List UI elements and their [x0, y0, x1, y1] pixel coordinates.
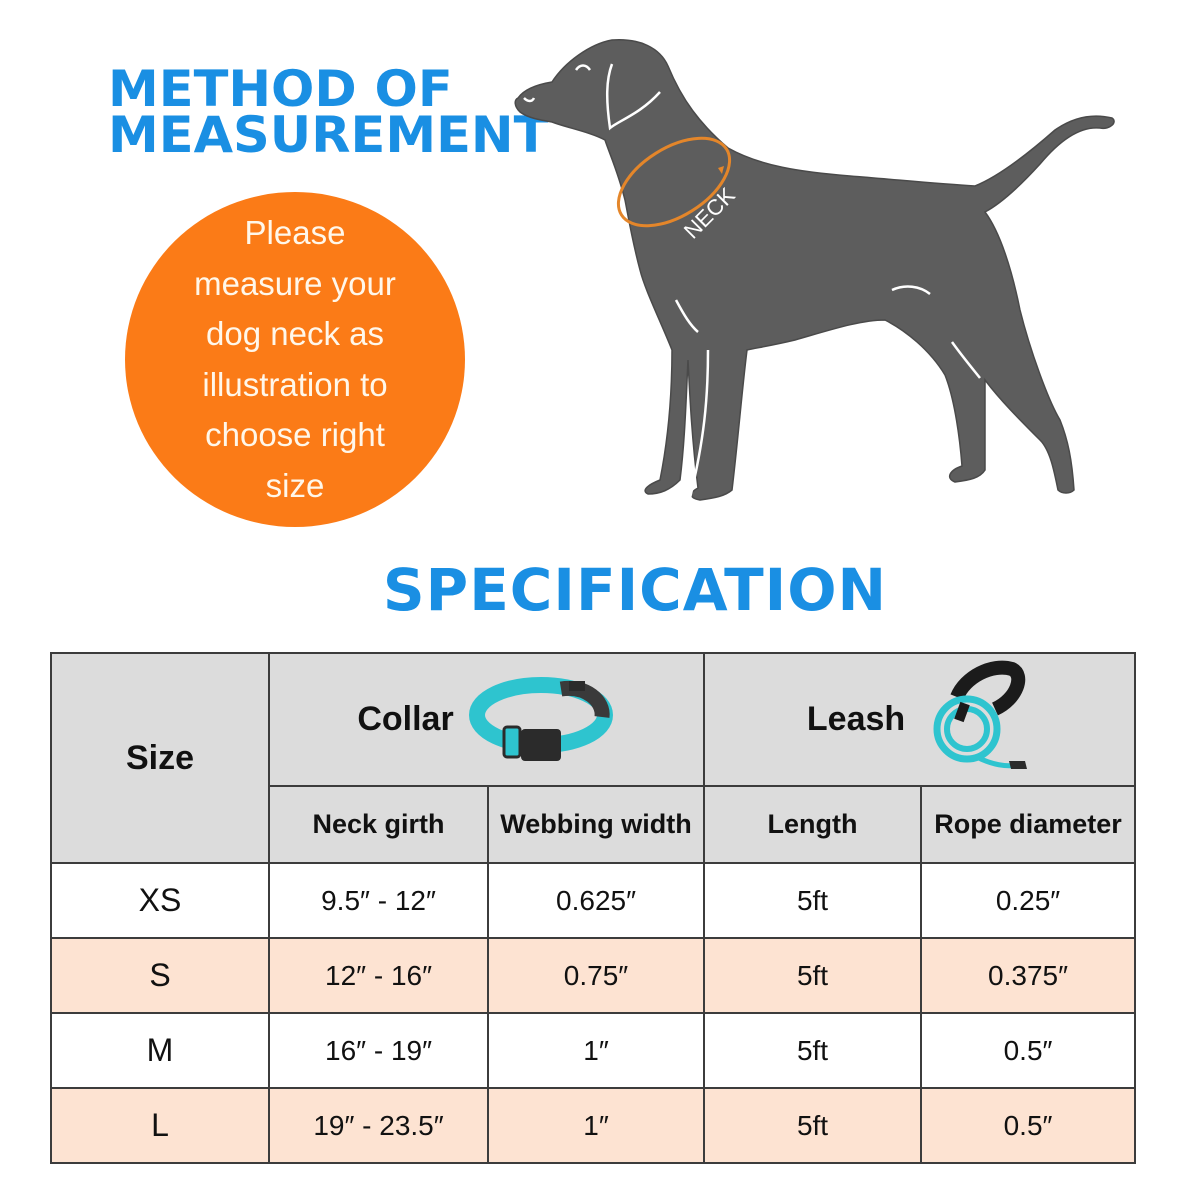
title-line-1: METHOD OF	[108, 60, 453, 118]
size-cell: XS	[51, 863, 269, 938]
length-cell: 5ft	[704, 938, 921, 1013]
length-cell: 5ft	[704, 1088, 921, 1163]
size-cell: L	[51, 1088, 269, 1163]
rope-diameter-cell: 0.375″	[921, 938, 1135, 1013]
table-row-s	[51, 938, 1135, 1013]
collar-icon	[466, 667, 616, 772]
size-header-label: Size	[125, 738, 195, 777]
instruction-line: illustration to	[202, 365, 388, 403]
method-of-measurement-title	[108, 60, 549, 164]
neck-girth-cell: 12″ - 16″	[269, 938, 488, 1013]
table-row-xs	[51, 863, 1135, 938]
rope-diameter-cell: 0.5″	[921, 1088, 1135, 1163]
size-header	[51, 653, 269, 863]
dog-silhouette-illustration	[500, 30, 1140, 520]
webbing-width-cell: 0.625″	[488, 863, 704, 938]
rope-diameter-header: Rope diameter	[921, 786, 1135, 863]
neck-girth-cell: 9.5″ - 12″	[269, 863, 488, 938]
instruction-circle	[125, 192, 465, 527]
instruction-line: size	[265, 466, 325, 504]
leash-label: Leash	[806, 700, 906, 738]
collar-label: Collar	[357, 700, 454, 738]
size-cell: M	[51, 1013, 269, 1088]
webbing-width-cell: 1″	[488, 1013, 704, 1088]
title-line-2: MEASUREMENT	[108, 106, 549, 164]
length-cell: 5ft	[704, 863, 921, 938]
size-cell: S	[51, 938, 269, 1013]
instruction-line: dog neck as	[206, 315, 384, 352]
neck-label: NECK	[678, 182, 740, 244]
neck-girth-cell: 19″ - 23.5″	[269, 1088, 488, 1163]
neck-girth-header: Neck girth	[269, 786, 488, 863]
length-header: Length	[704, 786, 921, 863]
rope-diameter-cell: 0.5″	[921, 1013, 1135, 1088]
size-specification-table	[50, 652, 1136, 1164]
length-cell: 5ft	[704, 1013, 921, 1088]
rope-diameter-cell: 0.25″	[921, 863, 1135, 938]
instruction-line: choose right	[205, 416, 385, 453]
webbing-width-cell: 1″	[488, 1088, 704, 1163]
collar-group-header	[269, 653, 704, 786]
neck-girth-cell: 16″ - 19″	[269, 1013, 488, 1088]
table-row-m	[51, 1013, 1135, 1088]
leash-group-header	[704, 653, 1135, 786]
instruction-line: measure your	[194, 264, 396, 302]
table-row-l	[51, 1088, 1135, 1163]
instruction-line: Please	[244, 214, 346, 251]
dog-icon	[515, 40, 1114, 500]
webbing-width-cell: 0.75″	[488, 938, 704, 1013]
leash-icon	[917, 657, 1032, 782]
webbing-width-header: Webbing width	[488, 786, 704, 863]
specification-title: SPECIFICATION	[382, 556, 888, 624]
